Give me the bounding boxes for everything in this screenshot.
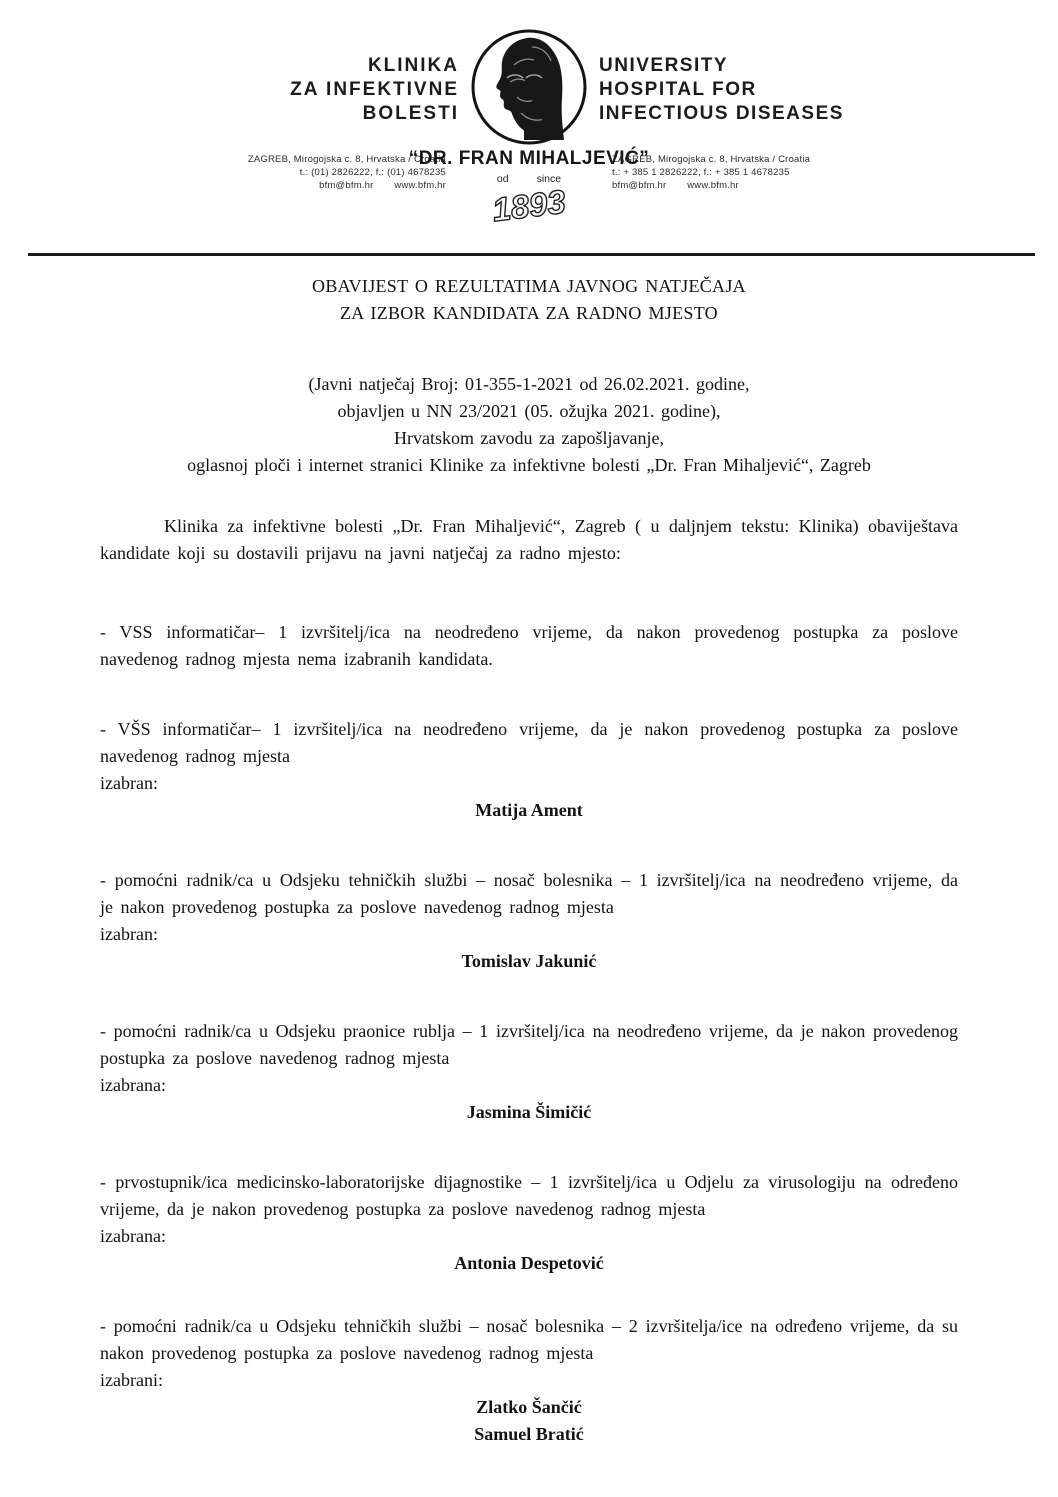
selected-label: izabrana: (100, 1226, 166, 1246)
website-text: www.bfm.hr (687, 180, 739, 191)
vacancy-text: - VSS informatičar– 1 izvršitelj/ica na neodređeno vrijeme, da nakon provedenog postupka za poslove navedenog radnog mjesta nema izabranih kandidata. (100, 622, 958, 669)
founding-year-badge (454, 185, 604, 232)
divider-rule (28, 253, 1035, 256)
vacancy-item (100, 1018, 958, 1126)
candidate-name: Zlatko Šančić (476, 1397, 582, 1417)
candidate-name: Antonia Despetović (454, 1253, 604, 1273)
document-body (100, 273, 958, 1448)
vacancy-item (100, 867, 958, 975)
candidate-name: Tomislav Jakunić (461, 951, 597, 971)
candidate-name: Jasmina Šimičić (466, 1102, 592, 1122)
notice-meta-line: Hrvatskom zavodu za zapošljavanje, (394, 428, 664, 448)
phone-fax-line: t.: (01) 2826222, f.: (01) 4678235 (299, 167, 446, 178)
vacancy-text: - pomoćni radnik/ca u Odsjeku praonice rublja – 1 izvršitelj/ica na neodređeno vrijeme, da je nakon provedenog postupka za poslove navedenog radnog mjesta (100, 1021, 958, 1068)
org-name-croatian-line: BOLESTI (362, 103, 459, 124)
vacancy-text: - VŠS informatičar– 1 izvršitelj/ica na neodređeno vrijeme, da je nakon provedenog postupka za poslove navedenog radnog mjesta (100, 719, 958, 766)
selected-label: izabran: (100, 773, 158, 793)
selected-label: izabrani: (100, 1370, 163, 1390)
intro-paragraph: Klinika za infektivne bolesti „Dr. Fran Mihaljević“, Zagreb ( u daljnjem tekstu: Klinika) obaviještava kandidate koji su dostavili prijavu na javni natječaj za radno mjesto: (100, 516, 958, 563)
email-text: bfm@bfm.hr (319, 180, 374, 191)
org-name-croatian-line: ZA INFEKTIVNE (290, 79, 459, 100)
address-line: ZAGREB, Mirogojska c. 8, Hrvatska / Croatia (247, 154, 446, 165)
org-name-english-line: INFECTIOUS DISEASES (599, 103, 844, 124)
selected-label: izabran: (100, 924, 158, 944)
candidate-name: Matija Ament (475, 800, 583, 820)
org-name-croatian-line: KLINIKA (367, 55, 459, 76)
org-name-english (589, 27, 919, 126)
od-since-label (454, 173, 604, 185)
letterhead (139, 0, 919, 232)
notice-title (100, 273, 958, 327)
letterhead-bottom-row (139, 148, 919, 232)
org-name-english-line: HOSPITAL FOR (599, 79, 757, 100)
email-web-line (139, 179, 446, 192)
email-text: bfm@bfm.hr (612, 180, 667, 191)
vacancy-item (100, 619, 958, 673)
contact-block-english (604, 148, 919, 192)
org-name-croatian (139, 27, 469, 126)
notice-title-line2: ZA IZBOR KANDIDATA ZA RADNO MJESTO (340, 303, 718, 323)
phone-fax-line: t.: + 385 1 2826222, f.: + 385 1 4678235 (612, 167, 790, 178)
website-text: www.bfm.hr (394, 180, 446, 191)
notice-title-line1: OBAVIJEST O REZULTATIMA JAVNOG NATJEČAJA (312, 276, 746, 296)
email-web-line (612, 179, 919, 192)
notice-meta-line: objavljen u NN 23/2021 (05. ožujka 2021. godine), (337, 401, 721, 421)
vacancy-text: - pomoćni radnik/ca u Odsjeku tehničkih službi – nosač bolesnika – 1 izvršitelj/ica na neodređeno vrijeme, da je nakon provedenog postupka za poslove navedenog radnog mjesta (100, 870, 958, 917)
notice-meta-line: oglasnoj ploči i internet stranici Klinike za infektivne bolesti „Dr. Fran Mihaljević“, Zagreb (187, 455, 871, 475)
vacancy-item (100, 716, 958, 824)
vacancy-text: - pomoćni radnik/ca u Odsjeku tehničkih službi – nosač bolesnika – 2 izvršitelja/ice na određeno vrijeme, da su nakon provedenog postupka za poslove navedenog radnog mjesta (100, 1316, 958, 1363)
hospital-name: “DR. FRAN MIHALJEVIĆ” (408, 148, 650, 169)
founding-year-text: 1893 (490, 185, 568, 227)
od-label: od (496, 173, 509, 185)
address-line: ZAGREB, Mirogojska c. 8, Hrvatska / Croatia (612, 154, 811, 165)
notice-meta (100, 371, 958, 479)
candidate-name: Samuel Bratić (474, 1424, 584, 1444)
org-name-english-line: UNIVERSITY (599, 55, 729, 76)
vacancy-item (100, 1313, 958, 1448)
notice-meta-line: (Javni natječaj Broj: 01-355-1-2021 od 26.02.2021. godine, (308, 374, 750, 394)
vacancy-item (100, 1169, 958, 1277)
vacancy-text: - prvostupnik/ica medicinsko-laboratorijske dijagnostike – 1 izvršitelj/ica u Odjelu za virusologiju na određeno vrijeme, da je nakon provedenog postupka za poslove navedenog radnog mjesta (100, 1172, 958, 1219)
since-label: since (536, 173, 562, 185)
letterhead-top-row (139, 27, 919, 147)
selected-label: izabrana: (100, 1075, 166, 1095)
portrait-medallion-icon (469, 27, 589, 147)
